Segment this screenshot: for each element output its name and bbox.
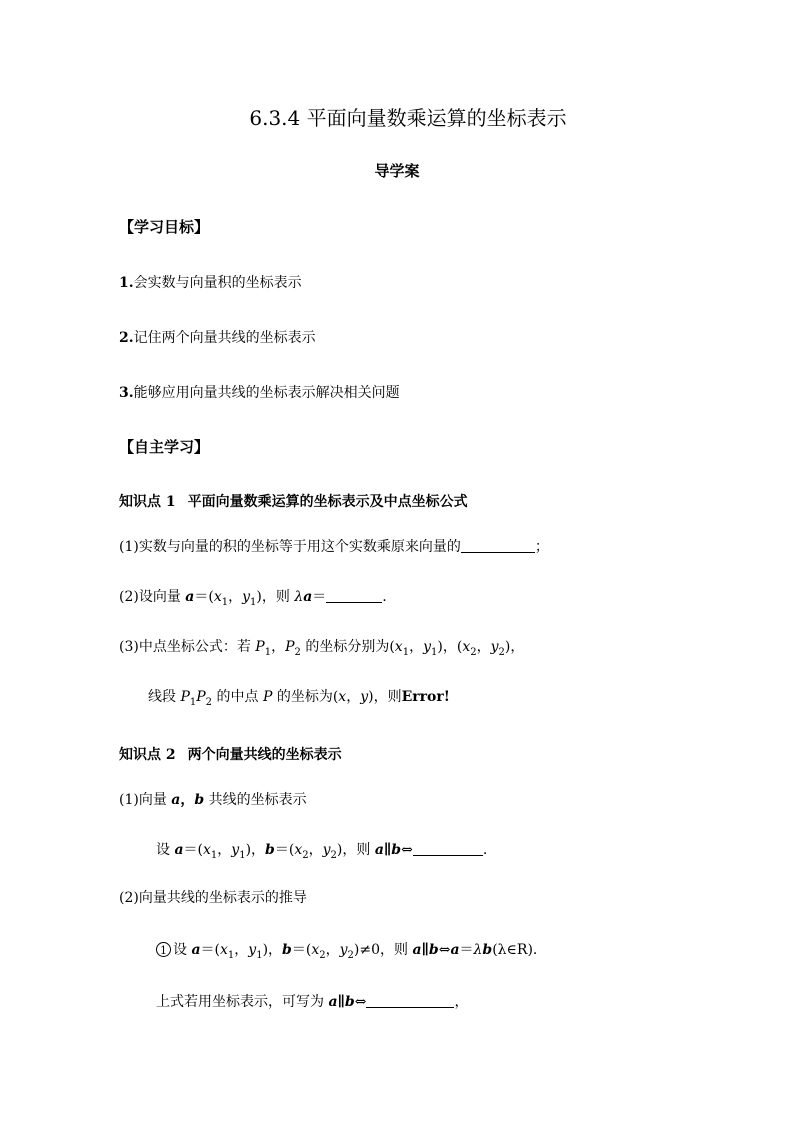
text-fragment: (λ∈R). bbox=[492, 942, 538, 958]
subscript: 1 bbox=[221, 596, 229, 608]
text-fragment: λ bbox=[473, 942, 483, 958]
text-fragment: a∥b bbox=[412, 942, 439, 958]
text-fragment: x bbox=[338, 689, 347, 705]
text-fragment: ； bbox=[534, 539, 549, 555]
text-fragment: y bbox=[423, 639, 431, 655]
kp1-line-1 bbox=[119, 538, 549, 556]
text-fragment: 两个向量共线的坐标表示 bbox=[187, 747, 342, 763]
text-fragment: ， bbox=[409, 639, 424, 655]
subscript: 1 bbox=[402, 646, 410, 658]
text-fragment: ， bbox=[325, 942, 340, 958]
text-fragment: 会实数与向量积的坐标表示 bbox=[133, 275, 302, 291]
text-fragment: x bbox=[220, 942, 228, 958]
text-fragment: 能够应用向量共线的坐标表示解决相关问题 bbox=[133, 385, 400, 401]
objectives-heading: 【学习目标】 bbox=[119, 218, 210, 236]
text-fragment: 2. bbox=[119, 330, 134, 346]
answer-blank[interactable] bbox=[413, 841, 483, 856]
text-fragment: )，( bbox=[437, 639, 463, 655]
subscript: 2 bbox=[470, 646, 477, 658]
answer-blank[interactable] bbox=[326, 588, 382, 603]
text-fragment: (3)中点坐标公式：若 bbox=[119, 639, 256, 655]
text-fragment: y bbox=[339, 942, 348, 958]
text-fragment: . bbox=[482, 842, 488, 858]
objective-item-3 bbox=[119, 384, 400, 402]
text-fragment: 设 bbox=[156, 842, 175, 858]
text-fragment: 线段 bbox=[148, 689, 181, 705]
subscript: 2 bbox=[319, 949, 326, 961]
text-fragment: (1)向量 bbox=[119, 792, 172, 808]
text-fragment: ＝ bbox=[312, 589, 327, 605]
subscript: 2 bbox=[330, 849, 337, 861]
text-fragment: 1. bbox=[119, 275, 134, 291]
text-fragment: P bbox=[285, 639, 295, 655]
text-fragment: ⇔ bbox=[354, 994, 367, 1010]
text-fragment: y bbox=[248, 942, 257, 958]
subscript: 1 bbox=[239, 849, 246, 861]
text-fragment: x bbox=[294, 842, 303, 858]
text-fragment: ＝( bbox=[274, 842, 295, 858]
text-fragment: P bbox=[180, 689, 190, 705]
text-fragment: 的中点 bbox=[212, 689, 263, 705]
text-fragment: )≠0，则 bbox=[353, 942, 413, 958]
text-fragment: ， bbox=[454, 994, 469, 1010]
text-fragment: λ bbox=[294, 589, 304, 605]
kp2-line-2 bbox=[156, 841, 487, 859]
text-fragment: ＝( bbox=[200, 942, 220, 958]
text-fragment: b bbox=[282, 942, 292, 958]
text-fragment: x bbox=[311, 942, 320, 958]
text-fragment: ， bbox=[476, 639, 491, 655]
kp1-line-4 bbox=[148, 688, 450, 706]
kp2-line-3: (2)向量共线的坐标表示的推导 bbox=[119, 890, 307, 906]
objective-item-2 bbox=[119, 329, 316, 347]
text-fragment: x bbox=[213, 589, 222, 605]
text-fragment: ， bbox=[308, 842, 323, 858]
subscript: 2 bbox=[498, 646, 505, 658]
document-subtitle: 导学案 bbox=[374, 162, 420, 180]
text-fragment: y bbox=[242, 589, 251, 605]
subscript: 1 bbox=[250, 596, 257, 608]
text-fragment: 的坐标为( bbox=[272, 689, 339, 705]
text-fragment: a∥b bbox=[374, 842, 402, 858]
text-fragment: x bbox=[203, 842, 211, 858]
text-fragment: )，则 bbox=[336, 842, 375, 858]
text-fragment: ， bbox=[180, 792, 195, 808]
text-fragment: 的坐标分别为( bbox=[300, 639, 395, 655]
text-fragment: ＝( bbox=[183, 842, 203, 858]
text-fragment: . bbox=[382, 589, 387, 605]
text-fragment: 平面向量数乘运算的坐标表示及中点坐标公式 bbox=[187, 494, 468, 510]
knowledge-point-1-heading bbox=[119, 493, 468, 511]
text-fragment: ， bbox=[346, 689, 361, 705]
text-fragment: a bbox=[171, 792, 181, 808]
text-fragment: )， bbox=[245, 842, 266, 858]
subscript: 2 bbox=[302, 849, 309, 861]
text-fragment: a bbox=[174, 842, 184, 858]
kp2-line-5 bbox=[156, 993, 468, 1011]
text-fragment: )，则 bbox=[368, 689, 402, 705]
text-fragment: b bbox=[482, 942, 493, 958]
subscript: 1 bbox=[189, 696, 197, 708]
text-fragment: 上式若用坐标表示，可写为 bbox=[156, 994, 329, 1010]
answer-blank[interactable] bbox=[461, 538, 535, 553]
text-fragment: 知识点 1 bbox=[119, 494, 176, 510]
subscript: 2 bbox=[347, 949, 354, 961]
text-fragment: y bbox=[231, 842, 240, 858]
text-fragment: (2)设向量 bbox=[119, 589, 186, 605]
text-fragment: a bbox=[450, 942, 460, 958]
text-fragment: a bbox=[303, 589, 313, 605]
text-fragment: ＝( bbox=[194, 589, 214, 605]
error-field: Error! bbox=[401, 689, 450, 705]
text-fragment: 知识点 2 bbox=[119, 747, 176, 763]
text-fragment: b bbox=[265, 842, 275, 858]
text-fragment: )，则 bbox=[256, 589, 295, 605]
text-fragment: (1)实数与向量的积的坐标等于用这个实数乘原来向量的 bbox=[119, 539, 461, 555]
text-fragment: P bbox=[255, 639, 265, 655]
text-fragment: a∥b bbox=[328, 994, 355, 1010]
text-fragment: 共线的坐标表示 bbox=[204, 792, 307, 808]
kp1-line-2 bbox=[119, 588, 387, 606]
text-fragment: 记住两个向量共线的坐标表示 bbox=[133, 330, 316, 346]
text-fragment: a bbox=[191, 942, 201, 958]
text-fragment: ， bbox=[228, 589, 243, 605]
text-fragment: ， bbox=[271, 639, 286, 655]
text-fragment: ， bbox=[234, 942, 249, 958]
text-fragment: ⇔ bbox=[401, 842, 413, 858]
text-fragment: ＝ bbox=[459, 942, 474, 958]
subscript: 1 bbox=[256, 949, 263, 961]
subscript: 2 bbox=[294, 646, 301, 658]
text-fragment: y bbox=[490, 639, 499, 655]
text-fragment: P bbox=[196, 689, 206, 705]
kp2-line-4 bbox=[156, 941, 537, 959]
text-fragment: y bbox=[360, 689, 369, 705]
text-fragment: b bbox=[194, 792, 205, 808]
text-fragment: ＝( bbox=[291, 942, 312, 958]
text-fragment: y bbox=[322, 842, 331, 858]
text-fragment: 3. bbox=[119, 385, 134, 401]
document-title: 6.3.4 平面向量数乘运算的坐标表示 bbox=[249, 106, 567, 130]
knowledge-point-2-heading bbox=[119, 746, 342, 764]
text-fragment: P bbox=[262, 689, 273, 705]
subscript: 1 bbox=[264, 646, 272, 658]
subscript: 2 bbox=[205, 696, 213, 708]
answer-blank[interactable] bbox=[366, 993, 454, 1008]
text-fragment: 设 bbox=[173, 942, 192, 958]
kp1-line-3 bbox=[119, 638, 524, 656]
self-study-heading: 【自主学习】 bbox=[119, 438, 210, 456]
text-fragment: ⇔ bbox=[438, 942, 451, 958]
kp2-line-1 bbox=[119, 791, 307, 809]
subscript: 1 bbox=[227, 949, 235, 961]
text-fragment: )， bbox=[262, 942, 283, 958]
text-fragment: )， bbox=[504, 639, 525, 655]
objective-item-1 bbox=[119, 274, 302, 292]
text-fragment: a bbox=[185, 589, 195, 605]
text-fragment: x bbox=[394, 639, 403, 655]
subscript: 1 bbox=[210, 849, 218, 861]
subscript: 1 bbox=[431, 646, 438, 658]
text-fragment: ， bbox=[217, 842, 232, 858]
text-fragment: x bbox=[462, 639, 471, 655]
circled-number-1: 1 bbox=[156, 942, 171, 957]
